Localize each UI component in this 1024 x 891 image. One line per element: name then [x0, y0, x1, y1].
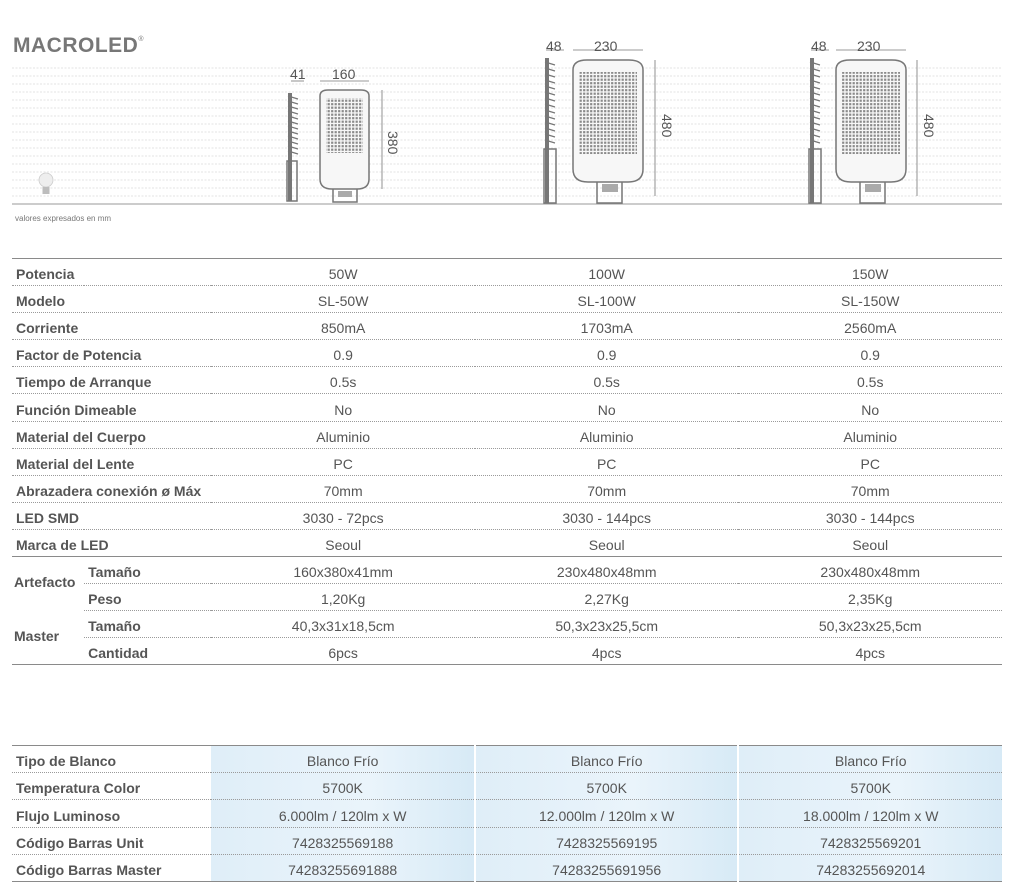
cell-value: 3030 - 144pcs — [475, 502, 739, 529]
dim-height-150w: 480 — [921, 114, 937, 138]
cell-value: 3030 - 72pcs — [211, 502, 475, 529]
cell-value: SL-100W — [475, 286, 739, 313]
cell-value: 40,3x31x18,5cm — [211, 611, 475, 638]
table-row — [12, 394, 1002, 421]
cell-value: 3030 - 144pcs — [738, 502, 1002, 529]
row-label: Tipo de Blanco — [12, 746, 211, 773]
units-note: valores expresados en mm — [15, 214, 112, 223]
cell-value: No — [738, 394, 1002, 421]
row-label: Material del Cuerpo — [12, 421, 211, 448]
cell-value: 0.5s — [211, 367, 475, 394]
row-label: Marca de LED — [12, 529, 211, 556]
spec-rows — [12, 259, 1002, 557]
cell-value: 74283255691956 — [475, 854, 739, 881]
table-row — [12, 638, 1002, 665]
cell-value: Seoul — [738, 529, 1002, 556]
variants-table — [12, 745, 1002, 882]
row-label: Cantidad — [84, 638, 211, 665]
cell-value: No — [475, 394, 739, 421]
dim-width-150w: 230 — [857, 38, 881, 54]
cell-value: 0.9 — [475, 340, 739, 367]
spec-table — [12, 258, 1002, 665]
cell-value: 100W — [475, 259, 739, 286]
cell-value: 2,27Kg — [475, 584, 739, 611]
table-row — [12, 854, 1002, 881]
cell-value: 2560mA — [738, 313, 1002, 340]
cell-value: 74283255691888 — [211, 854, 475, 881]
cell-value: 5700K — [475, 773, 739, 800]
cell-value: PC — [211, 448, 475, 475]
cell-value: 1,20Kg — [211, 584, 475, 611]
row-label: LED SMD — [12, 502, 211, 529]
table-row — [12, 340, 1002, 367]
cell-value: Seoul — [211, 529, 475, 556]
cell-value: 0.9 — [738, 340, 1002, 367]
row-label: Potencia — [12, 259, 211, 286]
table-row — [12, 448, 1002, 475]
table-row — [12, 800, 1002, 827]
row-label: Función Dimeable — [12, 394, 211, 421]
row-label: Tamaño — [84, 557, 211, 584]
cell-value: No — [211, 394, 475, 421]
row-label: Tamaño — [84, 611, 211, 638]
cell-value: 150W — [738, 259, 1002, 286]
cell-value: 4pcs — [475, 638, 739, 665]
table-row — [12, 367, 1002, 394]
row-label: Código Barras Unit — [12, 827, 211, 854]
cell-value: 0.5s — [475, 367, 739, 394]
row-label: Peso — [84, 584, 211, 611]
group-label-artefacto: Artefacto — [12, 557, 84, 611]
cell-value: 70mm — [211, 475, 475, 502]
cell-value: 7428325569195 — [475, 827, 739, 854]
row-label: Tiempo de Arranque — [12, 367, 211, 394]
dim-height-50w: 380 — [385, 131, 401, 155]
cell-value: 50W — [211, 259, 475, 286]
cell-value: 74283255692014 — [738, 854, 1002, 881]
table-row — [12, 286, 1002, 313]
cell-value: Blanco Frío — [738, 746, 1002, 773]
table-row — [12, 502, 1002, 529]
row-label: Temperatura Color — [12, 773, 211, 800]
row-label: Material del Lente — [12, 448, 211, 475]
cell-value: SL-50W — [211, 286, 475, 313]
cell-value: 230x480x48mm — [475, 557, 739, 584]
table-row — [12, 529, 1002, 556]
cell-value: PC — [475, 448, 739, 475]
group-label-master: Master — [12, 611, 84, 665]
cell-value: Aluminio — [475, 421, 739, 448]
row-label: Flujo Luminoso — [12, 800, 211, 827]
cell-value: 4pcs — [738, 638, 1002, 665]
cell-value: 230x480x48mm — [738, 557, 1002, 584]
cell-value: 7428325569188 — [211, 827, 475, 854]
table-row — [12, 421, 1002, 448]
cell-value: SL-150W — [738, 286, 1002, 313]
table-row — [12, 611, 1002, 638]
cell-value: 50,3x23x25,5cm — [475, 611, 739, 638]
dim-depth-50w: 41 — [290, 66, 306, 82]
cell-value: Aluminio — [738, 421, 1002, 448]
cell-value: 2,35Kg — [738, 584, 1002, 611]
dim-height-100w: 480 — [659, 114, 675, 138]
cell-value: 12.000lm / 120lm x W — [475, 800, 739, 827]
table-row — [12, 584, 1002, 611]
cell-value: 6.000lm / 120lm x W — [211, 800, 475, 827]
table-row — [12, 259, 1002, 286]
lightbulb-icon — [39, 173, 53, 194]
cell-value: 70mm — [475, 475, 739, 502]
table-row — [12, 773, 1002, 800]
table-row — [12, 313, 1002, 340]
dim-depth-100w: 48 — [546, 38, 562, 54]
cell-value: PC — [738, 448, 1002, 475]
dim-width-50w: 160 — [332, 66, 356, 82]
fixture-50w-drawing — [287, 81, 382, 202]
cell-value: Seoul — [475, 529, 739, 556]
table-row — [12, 475, 1002, 502]
table-row — [12, 827, 1002, 854]
cell-value: 0.9 — [211, 340, 475, 367]
cell-value: 1703mA — [475, 313, 739, 340]
cell-value: 70mm — [738, 475, 1002, 502]
cell-value: Blanco Frío — [211, 746, 475, 773]
cell-value: 6pcs — [211, 638, 475, 665]
fixture-100w-drawing — [544, 50, 655, 203]
cell-value: 50,3x23x25,5cm — [738, 611, 1002, 638]
row-label: Modelo — [12, 286, 211, 313]
cell-value: 18.000lm / 120lm x W — [738, 800, 1002, 827]
variant-rows — [12, 746, 1002, 882]
cell-value: 160x380x41mm — [211, 557, 475, 584]
table-row — [12, 557, 1002, 584]
cell-value: 850mA — [211, 313, 475, 340]
row-label: Código Barras Master — [12, 854, 211, 881]
row-label: Abrazadera conexión ø Máx — [12, 475, 211, 502]
dimension-drawing — [12, 36, 1002, 206]
brand-logo: MACROLED® — [13, 34, 144, 57]
cell-value: 7428325569201 — [738, 827, 1002, 854]
cell-value: 5700K — [211, 773, 475, 800]
dim-width-100w: 230 — [594, 38, 618, 54]
cell-value: 5700K — [738, 773, 1002, 800]
dim-depth-150w: 48 — [811, 38, 827, 54]
cell-value: 0.5s — [738, 367, 1002, 394]
row-label: Factor de Potencia — [12, 340, 211, 367]
cell-value: Aluminio — [211, 421, 475, 448]
row-label: Corriente — [12, 313, 211, 340]
table-row — [12, 746, 1002, 773]
cell-value: Blanco Frío — [475, 746, 739, 773]
